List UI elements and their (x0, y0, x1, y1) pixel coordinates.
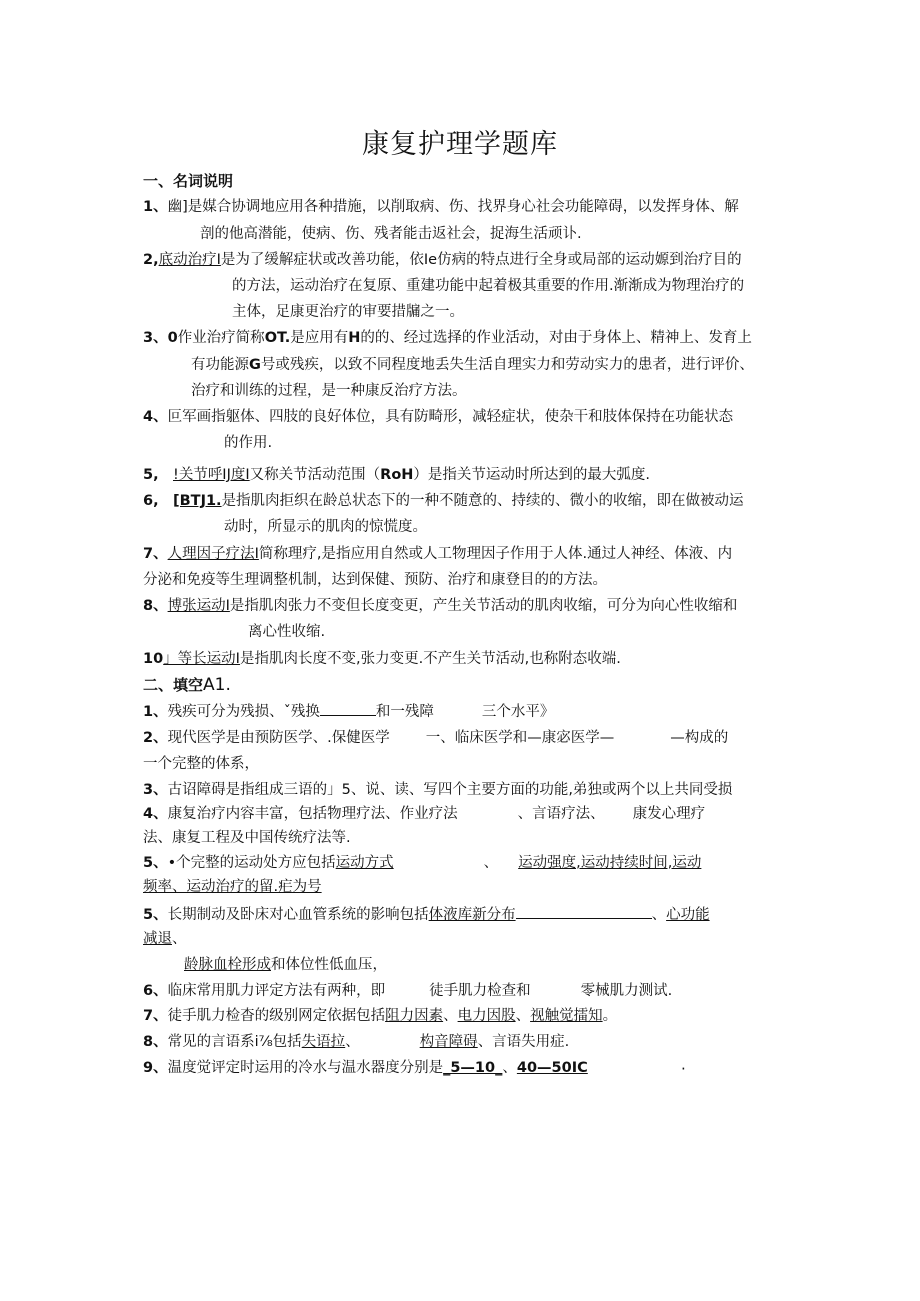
item-number: 8、 (143, 598, 168, 614)
definition-text: ）是指关节运动时所达到的最大弧度. (413, 467, 651, 483)
definition-text: 号或残疾，以致不同程度地丢失生活自理实力和劳动实力的患者，进行评价、 (260, 357, 754, 373)
fill-answer: 零械肌力测试. (580, 983, 673, 999)
definition-5 (143, 465, 650, 485)
fill-text: 、 (483, 855, 499, 871)
fill-2-line-1 (143, 728, 728, 748)
fill-answer: 心功能 (666, 907, 710, 923)
definition-1-line-2: 剖的他高潜能，使病、伤、残者能击返社会，捉海生活顽讣. (200, 226, 582, 242)
item-number: 4、 (143, 409, 168, 425)
item-number: 9、 (143, 1060, 168, 1076)
fill-4-line-2: 法、康复工程及中国传统疗法等. (143, 830, 351, 846)
definition-term: 」等长运动I (163, 651, 240, 667)
fill-answer: 频率、运动治疗的留.疟为号 (143, 879, 322, 895)
section-heading-text: 二、填空 (143, 676, 204, 694)
fill-text: •个完整的运动处方应包括 (167, 855, 336, 871)
fill-answer: 龄脉血栓形成 (184, 957, 271, 973)
fill-text: 、言语失用症. (477, 1034, 570, 1050)
fill-text: ˇ残换 (283, 704, 320, 720)
definition-text: 有功能源 (191, 357, 249, 373)
item-number: 5, (143, 467, 159, 483)
definition-text: 是为了缓解症状或改善功能，依Ie仿病的特点进行全身或局部的运动嫄到治疗目的 (220, 252, 742, 268)
item-number: 2, (143, 252, 159, 268)
fill-text: 、 (502, 1060, 517, 1076)
fill-answer: 视触觉擂知 (530, 1008, 603, 1024)
section-heading-suffix: A1. (203, 675, 231, 695)
definition-text: 作业治疗简称 (177, 330, 265, 346)
definition-text: 的的、经过选择的作业活动，对由于身体上、精神上、发育上 (360, 330, 752, 346)
definition-7-line-1 (143, 544, 732, 564)
definition-1-line-1 (143, 197, 739, 217)
section-heading-definitions: 一、名词说明 (143, 172, 234, 190)
definition-term: [BTJ1. (173, 493, 222, 509)
answer-blank (320, 701, 376, 716)
item-number: 1、 (143, 704, 168, 720)
definition-7-line-2: 分泌和免疫等生理调整机制，达到保健、预防、治疗和康登目的的方法。 (143, 572, 607, 588)
item-number: 8、 (143, 1034, 168, 1050)
section-heading-fill-in (143, 674, 231, 695)
fill-8 (143, 1006, 617, 1026)
fill-6-line-3 (184, 955, 387, 975)
page-title: 康复护理学题库 (362, 129, 558, 160)
fill-text: 一、临床医学和—康宓医学— (425, 730, 615, 746)
fill-text: 、 (443, 1008, 458, 1024)
fill-answer: 运动方式 (335, 855, 394, 871)
fill-text: 常见的言语系i⅞包括 (167, 1034, 302, 1050)
fill-answer: 减退 (143, 931, 172, 947)
definition-term: !关节呼IJ度I (173, 467, 250, 483)
definition-term: 人理因子疗法I (167, 546, 259, 562)
item-number: 10 (143, 651, 164, 667)
item-number: 3、 (143, 330, 168, 346)
fill-text: 残疾可分为残损、 (167, 704, 284, 720)
definition-text: 幽]是媒合协调地应用各种措施，以削取病、伤、找界身心社会功能障碍，以发挥身体、解 (167, 199, 739, 215)
definition-4-line-2: 的作用. (224, 435, 273, 451)
fill-1 (143, 701, 554, 722)
fill-9 (143, 1032, 569, 1052)
fill-answer: _5—10_ (443, 1060, 503, 1076)
fill-text: 、 (515, 1008, 531, 1024)
fill-text: 长期制动及卧床对心血管系统的影响包括 (167, 907, 429, 923)
item-number: 5、 (143, 907, 168, 923)
definition-3-line-2 (191, 355, 754, 375)
fill-answer: 体液库新分布 (428, 907, 516, 923)
definition-abbr: RoH (380, 467, 414, 483)
fill-answer: 构音障碍 (419, 1034, 478, 1050)
fill-text: 三个水平》 (481, 704, 555, 720)
definition-8-line-1 (143, 596, 737, 616)
fill-text: 康发心理疗 (632, 806, 706, 822)
fill-text: 、 (172, 931, 187, 947)
answer-blank (516, 904, 652, 919)
fill-text: 现代医学是由预防医学、.保健医学 (167, 730, 390, 746)
fill-answer: 40—50IC (516, 1060, 588, 1076)
fill-text: 临床常用肌力评定方法有两种，即 (167, 983, 386, 999)
fill-5-line-1 (143, 853, 701, 873)
fill-answer: 阻力因素 (385, 1008, 444, 1024)
definition-2-line-2: 的方法，运动治疗在复原、重建功能中起着极其重要的作用.渐渐成为物理治疗的 (232, 278, 745, 294)
definition-text: 又称关节活动范围（ (249, 467, 381, 483)
definition-text: 是应用有 (290, 330, 349, 346)
definition-mark: G (249, 357, 261, 373)
definition-mark: H (348, 330, 361, 346)
fill-6-line-2 (143, 929, 187, 949)
definition-10 (143, 649, 621, 669)
fill-5-line-2 (143, 877, 322, 897)
fill-text: 康复治疗内容丰富，包括物理疗法、作业疗法 (167, 806, 458, 822)
fill-3 (143, 780, 732, 800)
fill-text: 、言语疗法、 (517, 806, 605, 822)
definition-term: 博张运动I (167, 598, 230, 614)
fill-answer: 失语拉 (301, 1034, 346, 1050)
definition-6-line-2: 动时，所显示的肌肉的惊慌度。 (224, 519, 427, 535)
fill-2-line-2: 一个完整的体系， (143, 756, 259, 772)
definition-text: 是指肌肉拒织在龄总状态下的一种不随意的、持续的、微小的收缩，即在做被动运 (221, 493, 744, 509)
fill-answer: 运动强度,运动持续时间,运动 (518, 855, 702, 871)
fill-text: 。 (602, 1008, 618, 1024)
fill-7 (143, 981, 672, 1001)
item-number: 7、 (143, 1008, 168, 1024)
definition-text: 是指肌肉长度不变,张力变更.不产生关节活动,也称附态收端. (239, 651, 621, 667)
item-number: 3、 (143, 782, 168, 798)
fill-text: 、 (651, 907, 667, 923)
item-number: 5、 (143, 855, 168, 871)
definition-2-line-3: 主体，足康更治疗的审要措牖之一。 (232, 304, 464, 320)
fill-text: 徒手肌力检杳的级别网定依据包括 (167, 1008, 386, 1024)
fill-text: 和体位性低血压， (271, 957, 387, 973)
stray-dot: · (681, 1060, 686, 1078)
fill-6-line-1 (143, 904, 710, 925)
fill-text: 和一残障 (375, 704, 434, 720)
definition-mark: 0 (167, 330, 178, 346)
definition-4-line-1 (143, 407, 733, 427)
definition-term: 底动治疗I (158, 252, 221, 268)
item-number: 6, (143, 493, 159, 509)
fill-answer: 徒手肌力检查和 (429, 983, 531, 999)
item-number: 1、 (143, 199, 168, 215)
item-number: 2、 (143, 730, 168, 746)
fill-4-line-1 (143, 804, 705, 824)
definition-3-line-3: 治疗和训练的过程，是一种康反治疗方法。 (191, 383, 467, 399)
definition-text: 叵军画指躯体、四肢的良好体位，具有防畸形，减轻症状，使杂干和肢体保持在功能状态 (167, 409, 734, 425)
item-number: 7、 (143, 546, 168, 562)
fill-text: 、 (345, 1034, 360, 1050)
item-number: 6、 (143, 983, 168, 999)
definition-2-line-1 (143, 250, 742, 270)
definition-text: 简称理疗,是指应用自然或人工物理因子作用于人体.通过人神经、体液、内 (258, 546, 733, 562)
definition-text: 是指肌肉张力不变但长度变更，产生关节活动的肌肉收缩，可分为向心性收缩和 (229, 598, 738, 614)
definition-abbr: OT. (264, 330, 291, 346)
definition-6-line-1 (143, 491, 744, 511)
fill-answer: 电力因股 (457, 1008, 516, 1024)
item-number: 4、 (143, 806, 168, 822)
definition-3-line-1 (143, 328, 752, 348)
fill-text: 古诏障碍是指组成三语的」5、说、读、写四个主要方面的功能,弟独或两个以上共同受损 (167, 782, 733, 798)
fill-text: 温度觉评定时运用的冷水与温水器度分别是 (167, 1060, 444, 1076)
fill-10 (143, 1058, 588, 1078)
fill-text: —构成的 (670, 730, 729, 746)
definition-8-line-2: 离心性收缩. (248, 624, 326, 640)
